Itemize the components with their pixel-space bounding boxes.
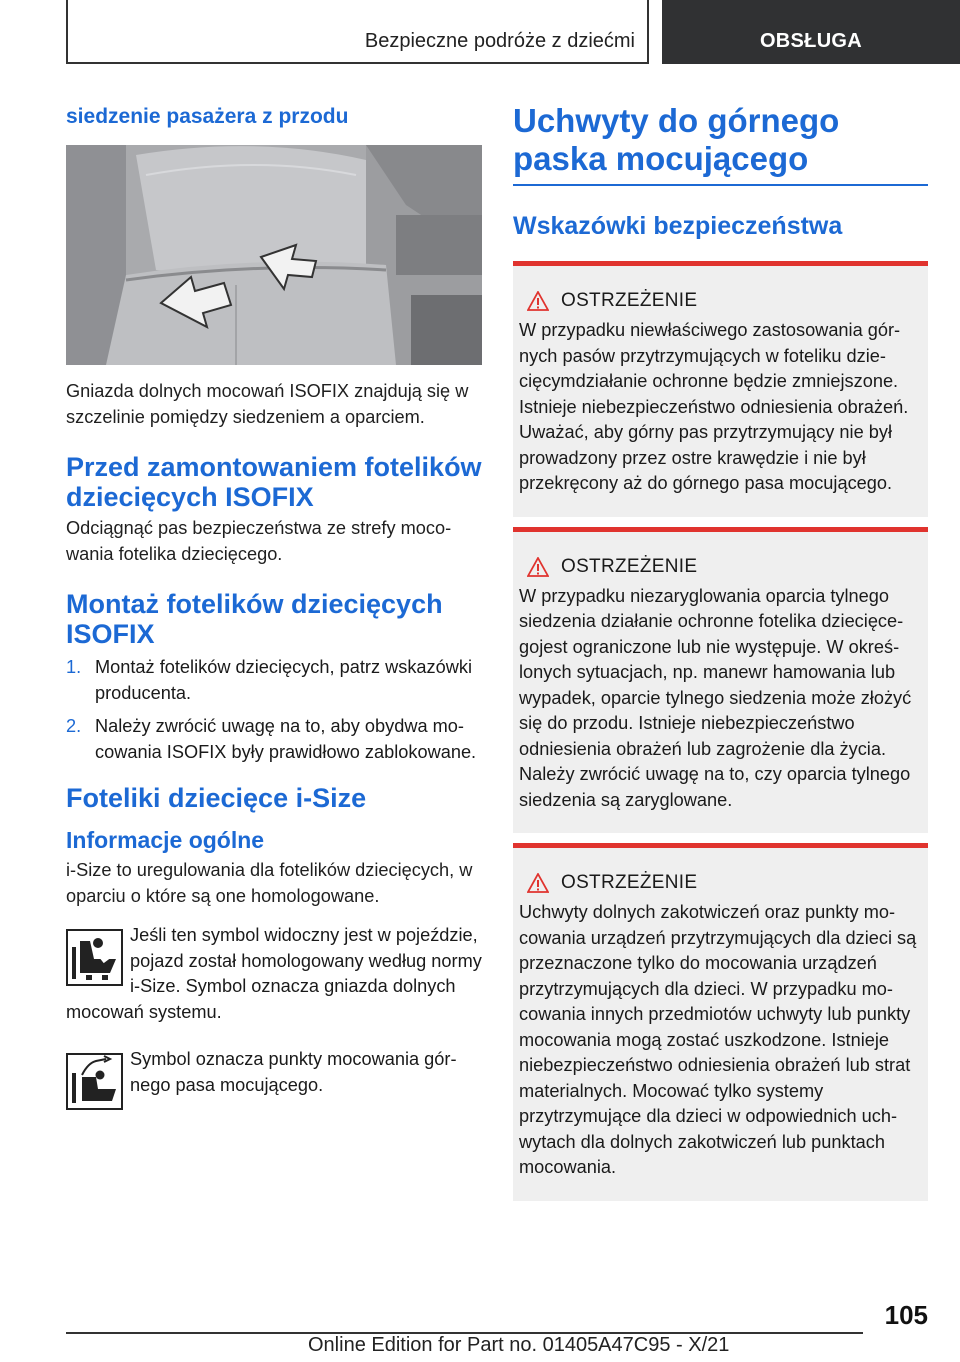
tether-anchor-icon	[66, 1053, 123, 1110]
step-number: 1.	[66, 657, 82, 677]
left-column	[66, 100, 482, 1112]
footer-text: Online Edition for Part no. 01405A47C95 - X/21	[308, 1334, 730, 1356]
isize-title: Foteliki dziecięce i-Size	[66, 783, 367, 813]
warning-label: OSTRZEŻENIE	[561, 290, 698, 311]
header-section-title: Bezpieczne podróże z dziećmi	[364, 30, 635, 52]
general-info-text: i-Size to uregulowania dla fotelików dziecięcych, w oparciu o które są one homologowane.	[66, 860, 473, 906]
warning-text: W przypadku niezaryglowania oparcia tylnego siedzenia działanie ochronne fotelika dziecięcegojest ograniczone lub nie występuje. W określonych sytuacjach, np. manewr hamowania lub wypadek, oparcie tylnego siedzenia może złożyć się do przodu. Istnieje niebezpieczeństwo odniesienia obrażeń lub zagrożenie dla życia. Należy zwrócić uwagę na to, czy oparcia tylnego siedzenia są zaryglowane.	[519, 585, 912, 810]
warning-label: OSTRZEŻENIE	[561, 555, 698, 577]
warning-title	[519, 290, 920, 312]
warning-text: Uchwyty dolnych zakotwiczeń oraz punkty mocowania urządzeń przytrzymujących dla dzieci są przeznaczone tylko do mocowania urządzeń przytrzymujących dla dzieci. W przypadku mocowania innych przedmiotów uchwyty lub punkty mocowania mogą zostać uszkodzone. Istnieje niebezpieczeństwo odniesienia obrażeń lub strat materialnych. Mocować tylko systemy przytrzymujące dla dzieci w odpowiednich uchwytach dla dolnych zakotwiczeń lub punktach mocowania.	[519, 902, 917, 1177]
before-mount-text: Odciągnąć pas bezpieczeństwa ze strefy mocowania fotelika dziecięcego.	[66, 518, 452, 564]
warning-title	[519, 556, 920, 578]
mount-steps	[66, 655, 482, 765]
step-number: 2.	[66, 716, 82, 736]
warning-title	[519, 872, 920, 894]
warning-box	[513, 843, 928, 1201]
seat-photo	[66, 145, 482, 365]
warning-triangle-icon	[527, 291, 549, 311]
list-item	[66, 714, 482, 765]
general-info-title: Informacje ogólne	[66, 827, 265, 853]
warning-text: W przypadku niewłaściwego zastosowania górnych pasów przytrzymujących w foteliku dziecięcymdziałanie ochronne będzie zmniejszone. Istnieje niebezpieczeństwo odniesienia obrażeń. Uważać, aby górny pas przytrzymujący nie był prowadzony przez ostre krawędzie i nie był przekręcony aż do górnego pasa mocującego.	[519, 320, 909, 493]
mount-title: Montaż fotelików dziecięcych ISOFIX	[66, 589, 443, 649]
warning-triangle-icon	[527, 873, 549, 893]
right-column	[513, 100, 928, 1201]
step-text: Montaż fotelików dziecięcych, patrz wskazówki producenta.	[95, 657, 473, 703]
tether-symbol-row	[66, 1047, 482, 1098]
tether-title: Uchwyty do górnego paska mocującego	[513, 102, 840, 177]
header-chapter	[662, 0, 960, 64]
title-rule	[513, 184, 928, 186]
page-number: 105	[884, 1300, 928, 1330]
warning-box	[513, 527, 928, 834]
warning-triangle-icon	[527, 557, 549, 577]
before-mount-title: Przed zamontowaniem fotelików dziecięcych ISOFIX	[66, 452, 482, 512]
list-item	[66, 655, 482, 706]
isize-symbol-text: Jeśli ten symbol widoczny jest w pojeździe, pojazd został homologowany według normy i-Size. Symbol oznacza gniazda dolnych mocowań systemu.	[66, 925, 482, 1022]
photo-caption-title: siedzenie pasażera z przodu	[66, 105, 349, 128]
isize-symbol-row	[66, 923, 482, 1025]
header-chapter-title: OBSŁUGA	[759, 30, 863, 52]
tether-symbol-text: Symbol oznacza punkty mocowania górnego pasa mocującego.	[130, 1049, 457, 1095]
warning-label: OSTRZEŻENIE	[561, 872, 698, 893]
isofix-seat-icon	[66, 929, 123, 986]
photo-description: Gniazda dolnych mocowań ISOFIX znajdują się w szczelinie pomiędzy siedzeniem a oparciem.	[66, 381, 469, 427]
warning-box	[513, 261, 928, 517]
step-text: Należy zwrócić uwagę na to, aby obydwa mocowania ISOFIX były prawidłowo zablokowane.	[95, 716, 477, 762]
safety-notes-title: Wskazówki bezpieczeństwa	[513, 212, 843, 240]
header-section	[66, 0, 649, 64]
